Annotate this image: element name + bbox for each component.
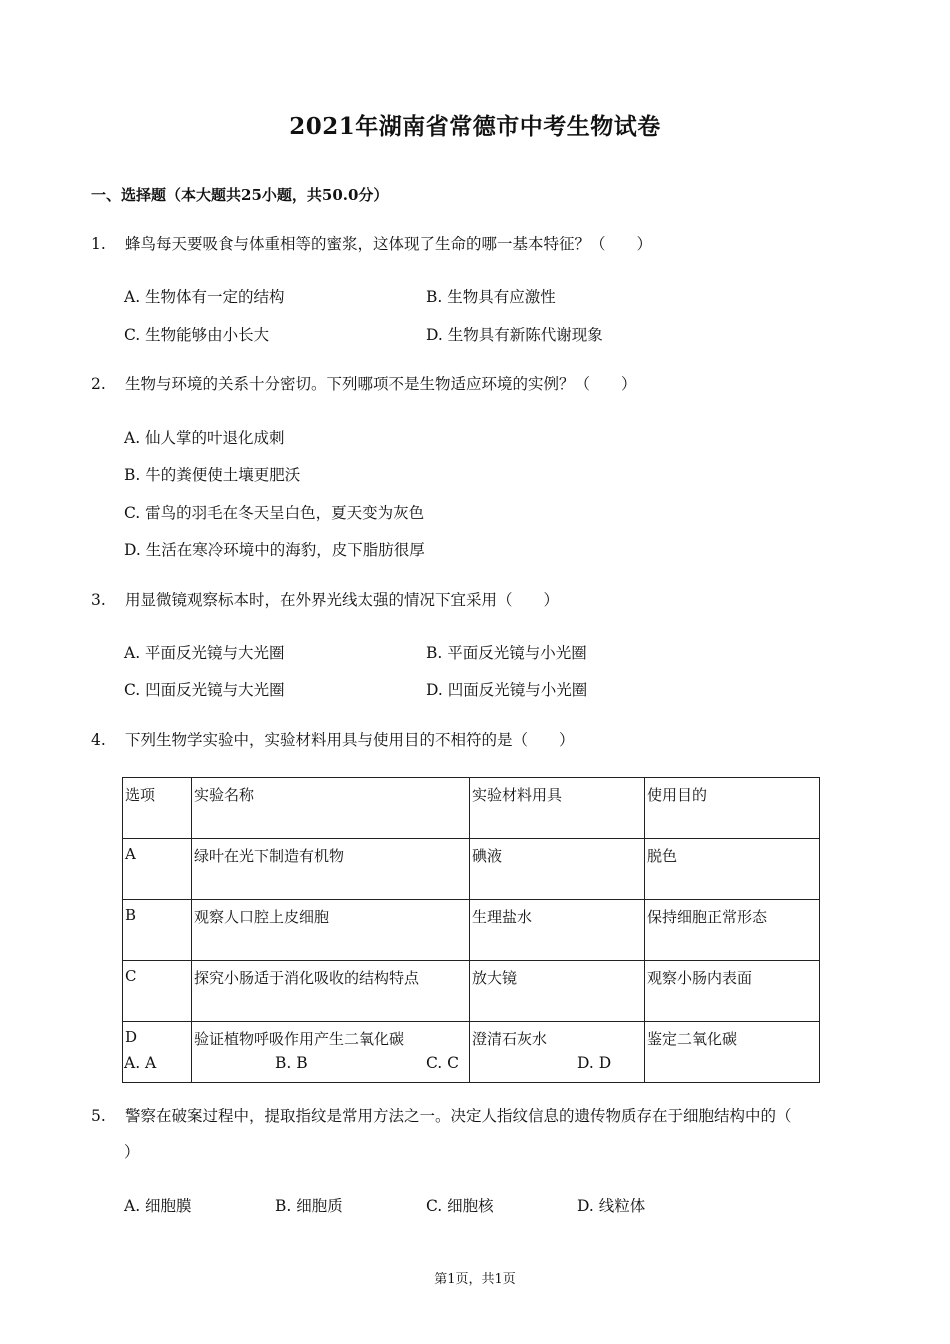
option-b: B. 牛的粪便使土壤更肥沃 (124, 466, 301, 484)
option-c: C. 细胞核 (426, 1197, 494, 1215)
table-cell: 观察人口腔上皮细胞 (192, 900, 470, 961)
question-1 (91, 225, 652, 263)
table-cell: C (123, 961, 192, 1022)
table-cell: 保持细胞正常形态 (645, 900, 820, 961)
table-row (123, 900, 820, 961)
question-stem: 生物与环境的关系十分密切。下列哪项不是生物适应环境的实例？（ ） (125, 375, 637, 393)
table-header-cell: 实验名称 (192, 778, 470, 839)
question-number: 3. (91, 591, 106, 609)
table-cell: B (123, 900, 192, 961)
option-d: D. 线粒体 (577, 1197, 646, 1215)
option-c: C. 雷鸟的羽毛在冬天呈白色，夏天变为灰色 (124, 504, 425, 522)
table-cell: 澄清石灰水 (470, 1022, 645, 1083)
option-a: A. A (124, 1054, 157, 1072)
option-d: D. 凹面反光镜与小光圈 (426, 681, 588, 699)
table-cell: 脱色 (645, 839, 820, 900)
table-cell: D (123, 1022, 192, 1083)
question-stem-continuation: ） (124, 1143, 140, 1161)
option-a: A. 仙人掌的叶退化成刺 (124, 429, 285, 447)
option-c: C. C (426, 1054, 460, 1072)
section-heading: 一、选择题（本大题共25小题，共50.0分） (91, 186, 389, 204)
table-cell: 生理盐水 (470, 900, 645, 961)
page-title: 2021年湖南省常德市中考生物试卷 (289, 113, 661, 140)
question-number: 2. (91, 375, 106, 393)
table-header-row (123, 778, 820, 839)
question-number: 1. (91, 235, 106, 253)
question-stem: 警察在破案过程中，提取指纹是常用方法之一。决定人指纹信息的遗传物质存在于细胞结构中的（ (125, 1107, 792, 1125)
option-b: B. B (275, 1054, 308, 1072)
question-number: 5. (91, 1107, 106, 1125)
question-3 (91, 581, 559, 619)
question-4 (91, 721, 575, 759)
option-a: A. 生物体有一定的结构 (124, 288, 285, 306)
question-stem: 下列生物学实验中，实验材料用具与使用目的不相符的是（ ） (125, 731, 575, 749)
table-cell: 探究小肠适于消化吸收的结构特点 (192, 961, 470, 1022)
table-row (123, 961, 820, 1022)
question-stem: 蜂鸟每天要吸食与体重相等的蜜浆，这体现了生命的哪一基本特征？（ ） (125, 235, 653, 253)
experiment-table (122, 777, 820, 1083)
table-row (123, 1022, 820, 1083)
page-footer: 第1页，共1页 (434, 1272, 516, 1287)
option-a: A. 平面反光镜与大光圈 (124, 644, 285, 662)
question-2 (91, 365, 637, 403)
option-a: A. 细胞膜 (124, 1197, 192, 1215)
option-b: B. 细胞质 (275, 1197, 343, 1215)
table-cell: 验证植物呼吸作用产生二氧化碳 (192, 1022, 470, 1083)
table-cell: 碘液 (470, 839, 645, 900)
option-d: D. 生物具有新陈代谢现象 (426, 326, 603, 344)
table-header-cell: 使用目的 (645, 778, 820, 839)
option-d: D. D (577, 1054, 612, 1072)
option-b: B. 平面反光镜与小光圈 (426, 644, 587, 662)
option-b: B. 生物具有应激性 (426, 288, 556, 306)
option-c: C. 生物能够由小长大 (124, 326, 270, 344)
table-cell: 鉴定二氧化碳 (645, 1022, 820, 1083)
question-stem: 用显微镜观察标本时，在外界光线太强的情况下宜采用（ ） (125, 591, 560, 609)
table-header-cell: 选项 (123, 778, 192, 839)
table-cell: 放大镜 (470, 961, 645, 1022)
table-row (123, 839, 820, 900)
question-5 (91, 1097, 861, 1135)
table-cell: A (123, 839, 192, 900)
table-cell: 绿叶在光下制造有机物 (192, 839, 470, 900)
option-d: D. 生活在寒冷环境中的海豹，皮下脂肪很厚 (124, 541, 425, 559)
question-number: 4. (91, 731, 106, 749)
table-cell: 观察小肠内表面 (645, 961, 820, 1022)
option-c: C. 凹面反光镜与大光圈 (124, 681, 285, 699)
table-header-cell: 实验材料用具 (470, 778, 645, 839)
